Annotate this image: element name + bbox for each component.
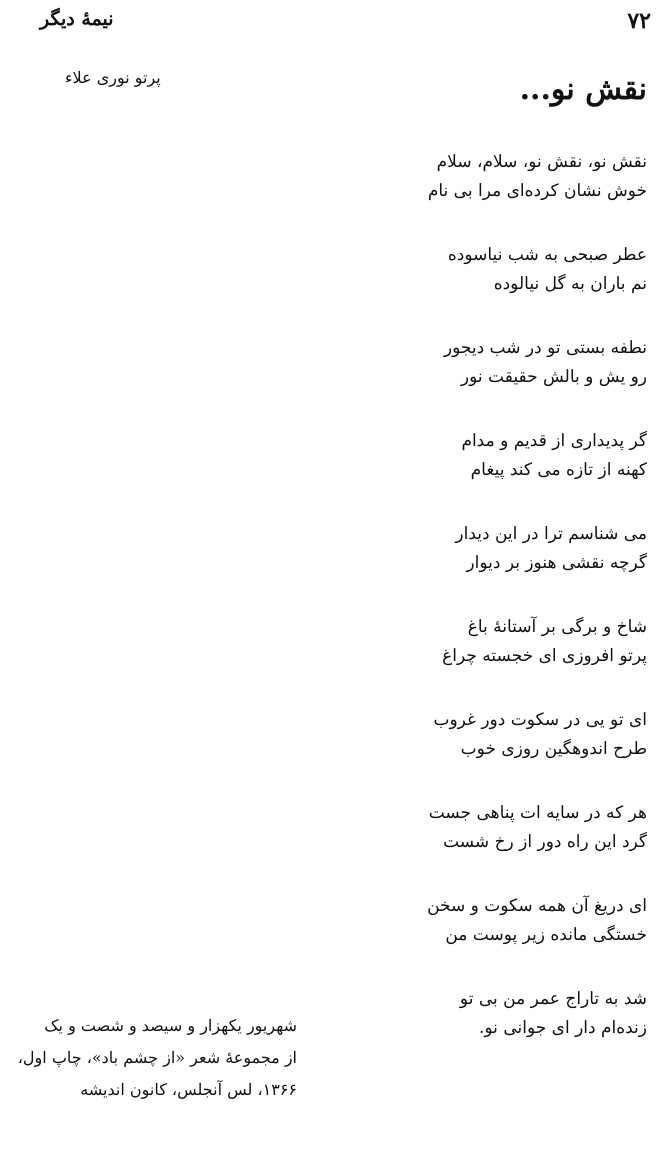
verse-line: شاخ و برگی بر آستانهٔ باغ — [467, 617, 647, 637]
stanza — [227, 334, 647, 392]
stanza — [227, 613, 647, 671]
verse-line: نقش نو، نقش نو، سلام، سلام — [436, 152, 647, 172]
verse-line: عطر صبحی به شب نیاسوده — [447, 245, 647, 265]
poem-title: نقش نو... — [519, 72, 647, 107]
verse-line: رو یش و بالش حقیقت نور — [460, 367, 647, 387]
stanza — [227, 427, 647, 485]
verse-line: ای دریغ آن همه سکوت و سخن — [427, 896, 647, 916]
stanza — [227, 148, 647, 206]
stanza — [227, 520, 647, 578]
verse-line: نطفه بستی تو در شب دیجور — [443, 338, 647, 358]
verse-line: می شناسم ترا در این دیدار — [455, 524, 647, 544]
footnote-line: ۱۳۶۶، لس آنجلس، کانون اندیشه — [80, 1080, 297, 1099]
stanza — [227, 706, 647, 764]
verse-line: کهنه از تازه می کند پیغام — [470, 460, 647, 480]
verse-line: گرچه نقشی هنوز بر دیوار — [466, 553, 647, 573]
stanza — [227, 241, 647, 299]
page-number: ۷۲ — [627, 8, 651, 34]
verse-line: ای تو یی در سکوت دور غروب — [433, 710, 647, 730]
verse-line: طرح اندوهگین روزی خوب — [460, 739, 647, 759]
verse-line: گر پدیداری از قدیم و مدام — [461, 431, 647, 451]
verse-line: پرتو افروزی ای خجسته چراغ — [442, 646, 647, 666]
footnote — [17, 1010, 297, 1106]
verse-line: زنده‌ام دار ای جوانی نو. — [479, 1018, 647, 1038]
verse-line: گرد این راه دور از رخ شست — [443, 832, 647, 852]
verse-line: خوش نشان کرده‌ای مرا بی نام — [427, 181, 647, 201]
footnote-line: شهریور یکهزار و سیصد و شصت و یک — [44, 1016, 297, 1035]
verse-line: شد به تاراج عمر من بی تو — [459, 989, 647, 1009]
stanza — [227, 799, 647, 857]
footnote-line: از مجموعهٔ شعر «از چشم باد»، چاپ اول، — [17, 1048, 297, 1067]
verse-line: هر که در سایه ات پناهی جست — [428, 803, 647, 823]
stanza — [227, 892, 647, 950]
verse-line: خستگی مانده زیر پوست من — [445, 925, 647, 945]
poem-body — [227, 148, 647, 1078]
poem-author: پرتو نوری علاء — [65, 68, 161, 87]
verse-line: نم باران به گل نیالوده — [493, 274, 647, 294]
journal-title: نیمهٔ دیگر — [40, 8, 114, 30]
